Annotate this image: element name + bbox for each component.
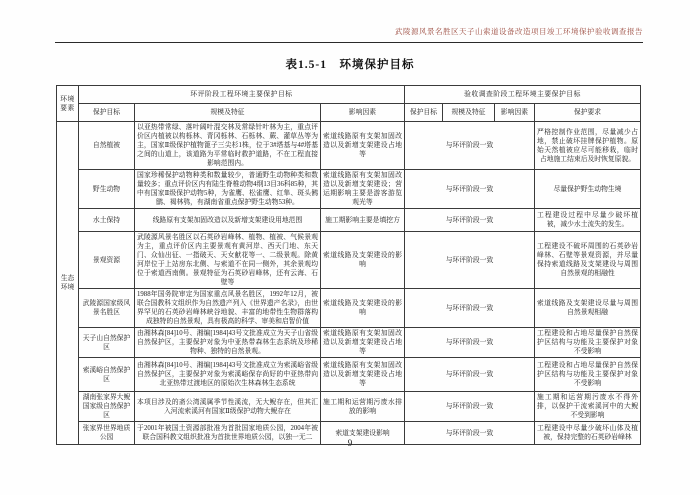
cell-scale-feature: 本项目涉及的斋公湾溪属季节性溪流，无大鲵存在，但其汇入河流索溪河有国家Ⅱ级保护动物大鲵存在	[135, 392, 321, 422]
table-row	[57, 328, 641, 358]
cell-impact-factor: 索道线路及支架建设的影响	[321, 289, 405, 328]
table-row	[57, 170, 641, 209]
header-protect-target-acceptance: 保护目标	[405, 104, 443, 122]
cell-scale-feature: 1988年国务院审定为国家重点风景名胜区，1992年12月，被联合国教科文组织作为自然遗产列入《世界遗产名录》，由世界罕见的石英砂岩峰林峡谷地貌、丰富的地带性生物群落构成独特的自然景观，具有极高的科学、审美和启智价值	[135, 289, 321, 328]
cell-impact-factor: 索道线路原有支架加固改造以及新增支架建设占地等	[321, 328, 405, 358]
table-row	[57, 122, 641, 170]
environment-protection-table	[56, 85, 641, 445]
cell-impact-factor: 施工期影响主要是填挖方	[321, 209, 405, 232]
cell-protect-requirement: 严格控制作业范围，尽量减少占地，禁止破坏挂牌保护植物。原始天然植被应尽可能移栽，临时占地施工结束后及时恢复原貌。	[535, 122, 641, 170]
table-header-row-groups	[57, 86, 641, 104]
cell-protect-target: 武陵源国家级风景名胜区	[79, 289, 135, 328]
cell-acceptance-status: 与环评阶段一致	[405, 422, 535, 445]
cell-protect-target: 张家界世界地质公园	[79, 422, 135, 445]
header-scale-feature-acceptance: 规模及特征	[443, 104, 495, 122]
cell-acceptance-status: 与环评阶段一致	[405, 232, 535, 289]
table-row	[57, 392, 641, 422]
cell-impact-factor: 施工期和运营期污废水排放的影响	[321, 392, 405, 422]
table-header-row-subs	[57, 104, 641, 122]
cell-acceptance-status: 与环评阶段一致	[405, 289, 535, 328]
cell-scale-feature: 线路原有支架加固改造以及新增支架建设用地范围	[135, 209, 321, 232]
report-header-text: 武陵源风景名胜区天子山索道设备改造项目竣工环境保护验收调查报告	[395, 27, 643, 36]
cell-protect-requirement: 工程建设和占地尽量保护自然保护区结构与功能及主要保护对象不受影响	[535, 358, 641, 392]
cell-category-ecology: 生态环境	[57, 122, 79, 445]
cell-acceptance-status: 与环评阶段一致	[405, 170, 535, 209]
header-env-element: 环境要素	[57, 86, 79, 122]
cell-impact-factor: 索道线路原有支架加固改造以及新增支架建设占地等	[321, 122, 405, 170]
cell-protect-target: 水土保持	[79, 209, 135, 232]
cell-protect-target: 野生动物	[79, 170, 135, 209]
table-row	[57, 209, 641, 232]
cell-scale-feature: 国家珍稀保护动物种类和数量较少，普通野生动物种类和数量较多；重点评价区内有陆生脊椎动物4纲13目36科85种，其中有国家Ⅱ级保护动物5种，为雀鹰、松雀鹰、红隼、斑头鸺鹠、褐林鸮，有湖南省重点保护野生动物53种。	[135, 170, 321, 209]
cell-protect-requirement: 工程建设和占地尽量保护自然保护区结构与功能及主要保护对象不受影响	[535, 328, 641, 358]
cell-scale-feature: 于2001年被国土资源部批准为首批国家地质公园，2004年被联合国科教文组织批准为首批世界地质公园，以独一无二	[135, 422, 321, 445]
table-row	[57, 232, 641, 289]
table-body	[57, 122, 641, 445]
cell-protect-requirement: 工程建设中尽量少破坏山体及植被，保持完整的石英砂岩峰林	[535, 422, 641, 445]
cell-impact-factor: 索道线路原有支架加固改造以及新增支架建设；营运期影响主要是游客游览观光等	[321, 170, 405, 209]
header-protect-requirement: 保护要求	[535, 104, 641, 122]
cell-impact-factor: 索道支架建设影响	[321, 422, 405, 445]
cell-impact-factor: 索道线路原有支架加固改造以及新增支架建设占地等	[321, 358, 405, 392]
header-scale-feature: 规模及特征	[135, 104, 321, 122]
header-eia-group: 环评阶段工程环境主要保护目标	[79, 86, 405, 104]
cell-protect-requirement: 索道线路及支架建设尽量与周围自然景观相融	[535, 289, 641, 328]
cell-acceptance-status: 与环评阶段一致	[405, 392, 535, 422]
cell-acceptance-status: 与环评阶段一致	[405, 328, 535, 358]
cell-protect-requirement: 工程建设不破坏周围的石英砂岩峰林、石壁等景观资源，并尽量保持索道线路及支架建设与周围自然景观的相融性	[535, 232, 641, 289]
cell-acceptance-status: 与环评阶段一致	[405, 122, 535, 170]
header-protect-target: 保护目标	[79, 104, 135, 122]
cell-protect-requirement: 工程建设过程中尽量少破坏植被，减少水土流失的发生。	[535, 209, 641, 232]
header-acceptance-group: 验收调查阶段工程环境主要保护目标	[405, 86, 641, 104]
cell-scale-feature: 武陵源风景名胜区以石英砂岩峰林、植物、植被、气候景观为主，重点评价区内主要景观有黄河岸、西天门地、东天门、众仙出征、一指破天、天女献花等一、二级景观。除黄河岸位于上站房东北侧、与索道不在同一侧外，其余景观均位于索道西南侧。景观特征为石英砂岩峰林，还有云海、石壁等	[135, 232, 321, 289]
cell-protect-target: 索溪峪自然保护区	[79, 358, 135, 392]
table-row	[57, 289, 641, 328]
page-number: 9	[347, 438, 353, 448]
header-impact-factor: 影响因素	[321, 104, 405, 122]
cell-protect-target: 天子山自然保护区	[79, 328, 135, 358]
cell-protect-target: 景观资源	[79, 232, 135, 289]
cell-scale-feature: 由湘林森[84]10号、湘编[1984]43号文批准成立为天子山省级自然保护区，主要保护对象为中亚热带森林生态系统及珍稀物种、独特的自然景观。	[135, 328, 321, 358]
cell-scale-feature: 以亚热带常绿、落叶阔叶混交林及常绿针叶林为主，重点评价区内植被以构栎林、青冈栎林、石栎林、蕨、灌草丛等为主，国家Ⅱ级保护植物篦子三尖杉1株，位于3#塔基与4#塔基之间的山道上，该道路为平常临时救护道路，不在工程直接影响范围内。	[135, 122, 321, 170]
cell-impact-factor: 索道线路及支架建设的影响	[321, 232, 405, 289]
cell-scale-feature: 由湘林森[84]10号、湘编[1984]43号文批准成立为索溪峪省级自然保护区，主要保护对象为索溪峪保存尚好的中亚热带向北亚热带过渡地区的原始次生林森林生态系统	[135, 358, 321, 392]
header-impact-factor-acceptance: 影响因素	[495, 104, 535, 122]
cell-protect-requirement: 施工期和运营期污废水不得外排，以保护干流索溪河中的大鲵不受到影响	[535, 392, 641, 422]
cell-protect-target: 湖南张家界大鲵国家级自然保护区	[79, 392, 135, 422]
cell-acceptance-status: 与环评阶段一致	[405, 209, 535, 232]
table-title: 表1.5-1 环境保护目标	[285, 59, 415, 71]
cell-acceptance-status: 与环评阶段一致	[405, 358, 535, 392]
table-row	[57, 358, 641, 392]
header-divider	[55, 42, 643, 43]
cell-protect-target: 自然植被	[79, 122, 135, 170]
cell-protect-requirement: 尽量保护野生动物生境	[535, 170, 641, 209]
